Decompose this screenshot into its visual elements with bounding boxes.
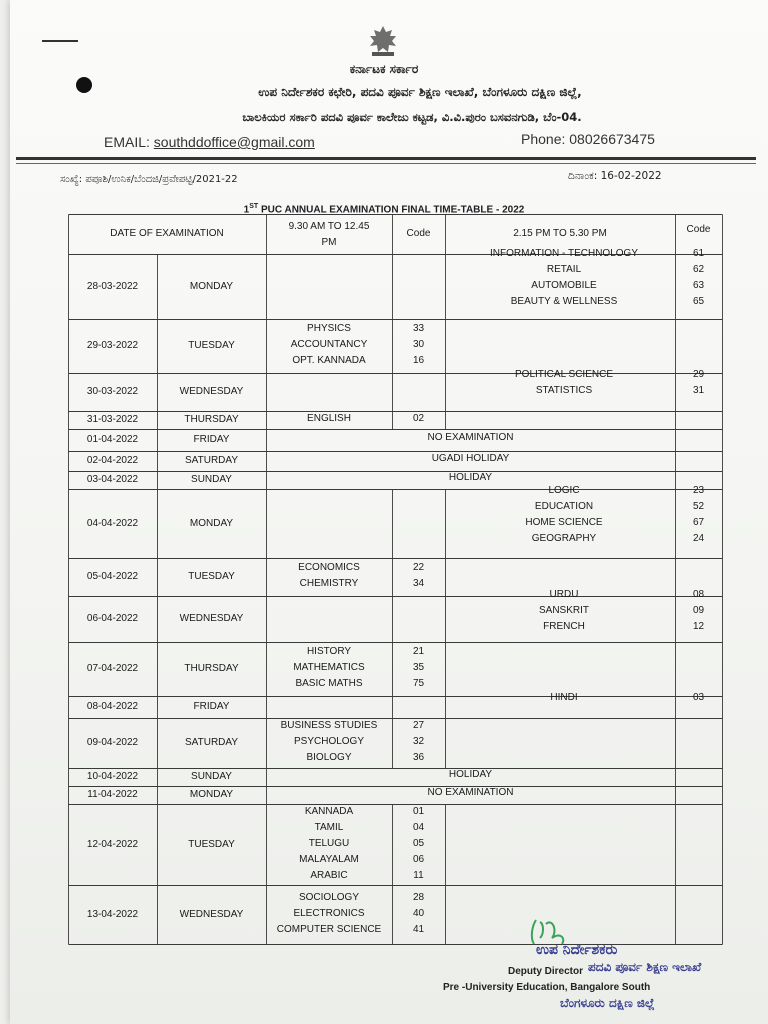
table-title: 1ST PUC ANNUAL EXAMINATION FINAL TIME-TABLE - 2022 (243, 203, 525, 216)
row-date: 01-04-2022 (86, 434, 139, 445)
am-subjects-item: TELUGU (308, 837, 350, 849)
am-codes (392, 804, 445, 884)
row-date: 09-04-2022 (86, 737, 139, 748)
pm-subjects-item: URDU (549, 589, 579, 600)
am-subjects-item: BIOLOGY (306, 752, 352, 763)
am-codes (392, 560, 445, 592)
am-subjects (266, 321, 392, 369)
pm-subjects (449, 483, 679, 547)
pm-codes-item: 62 (692, 263, 705, 275)
pm-codes-item: 23 (692, 484, 705, 496)
pm-codes (675, 246, 722, 310)
row-day: WEDNESDAY (179, 386, 244, 397)
pm-subjects-item: GEOGRAPHY (531, 532, 597, 544)
pm-codes (675, 690, 722, 706)
row-date: 28-03-2022 (86, 281, 139, 292)
row-day: SATURDAY (185, 737, 238, 748)
am-codes-item: 40 (412, 907, 425, 919)
timetable (68, 214, 722, 936)
state-emblem-icon (362, 24, 404, 58)
stamp-line-1: ಉಪ ನಿರ್ದೇಶಕರು (536, 942, 618, 958)
header-code-am: Code (406, 228, 431, 239)
row-day: SATURDAY (185, 455, 238, 466)
am-subjects-item: TAMIL (314, 821, 344, 833)
am-codes-item: 36 (412, 752, 425, 763)
row-day: MONDAY (189, 518, 234, 529)
pm-subjects-item: POLITICAL SCIENCE (515, 369, 613, 380)
pm-subjects (449, 367, 679, 399)
am-subjects-item: BASIC MATHS (295, 678, 363, 689)
row-date: 11-04-2022 (87, 789, 138, 800)
row-day: SUNDAY (191, 474, 232, 485)
row-note: NO EXAMINATION (427, 787, 514, 798)
row-day: TUESDAY (188, 340, 235, 351)
signatory-title: Deputy Director (508, 966, 584, 977)
pm-subjects-item: EDUCATION (534, 500, 594, 512)
stamp-line-3: ಬೆಂಗಳೂರು ದಕ್ಷಿಣ ಜಿಲ್ಲೆ (560, 996, 655, 1010)
pm-subjects-item: SANSKRIT (538, 605, 589, 616)
row-date: 05-04-2022 (86, 571, 139, 582)
pm-codes-item: 09 (692, 605, 705, 616)
pm-subjects (449, 690, 679, 706)
am-codes-item: 11 (413, 869, 424, 881)
signatory-dept: Pre -University Education, Bangalore South (443, 982, 651, 993)
row-date: 12-04-2022 (86, 839, 139, 850)
pm-subjects-item: HINDI (550, 692, 578, 703)
am-codes-item: 32 (412, 736, 425, 747)
am-subjects-item: MALAYALAM (299, 853, 359, 865)
am-subjects-item: COMPUTER SCIENCE (276, 923, 382, 935)
am-codes-item: 35 (412, 662, 425, 673)
pm-codes-item: 61 (692, 247, 705, 259)
am-subjects-item: ENGLISH (307, 413, 351, 424)
pm-subjects-item: HOME SCIENCE (525, 516, 603, 528)
row-note: HOLIDAY (448, 472, 493, 483)
pm-subjects-item: BEAUTY & WELLNESS (510, 295, 618, 307)
row-day: THURSDAY (184, 414, 239, 425)
am-codes-item: 21 (412, 646, 425, 657)
am-codes-item: 41 (412, 923, 425, 935)
row-date: 03-04-2022 (86, 474, 139, 485)
am-subjects (266, 718, 392, 766)
pm-codes-item: 31 (692, 385, 705, 396)
pm-codes-item: 63 (692, 279, 705, 291)
row-date: 31-03-2022 (86, 414, 139, 425)
row-day: TUESDAY (188, 571, 235, 582)
am-codes-item: 04 (412, 821, 425, 833)
header-date: DATE OF EXAMINATION (110, 228, 224, 239)
row-date: 08-04-2022 (86, 701, 139, 712)
am-codes (392, 411, 445, 427)
row-day: MONDAY (189, 281, 234, 292)
am-subjects-item: ELECTRONICS (293, 907, 365, 919)
row-date: 10-04-2022 (86, 771, 139, 782)
email-link[interactable]: southddoffice@gmail.com (153, 134, 315, 150)
am-subjects-item: HISTORY (306, 646, 352, 657)
pm-subjects-item: AUTOMOBILE (531, 279, 597, 291)
am-codes-item: 16 (412, 355, 425, 366)
pm-codes-item: 03 (692, 692, 705, 703)
pm-codes-item: 65 (692, 295, 705, 307)
am-subjects (266, 411, 392, 427)
pm-subjects-item: FRENCH (543, 621, 585, 632)
row-date: 30-03-2022 (86, 386, 139, 397)
am-subjects-item: MATHEMATICS (293, 662, 365, 673)
am-subjects-item: ARABIC (310, 869, 348, 881)
row-note: HOLIDAY (448, 769, 493, 780)
pm-codes-item: 52 (692, 500, 705, 512)
pm-codes-item: 24 (692, 532, 705, 544)
row-note: UGADI HOLIDAY (431, 453, 510, 464)
am-subjects (266, 560, 392, 592)
am-codes-item: 27 (412, 720, 425, 731)
am-codes-item: 34 (412, 578, 425, 589)
am-codes (392, 644, 445, 692)
row-date: 06-04-2022 (86, 613, 139, 624)
pm-subjects-item: INFORMATION - TECHNOLOGY (490, 247, 638, 259)
office-address: ಬಾಲಕಿಯರ ಸರ್ಕಾರಿ ಪದವಿ ಪೂರ್ವ ಕಾಲೇಜು ಕಟ್ಟಡ, ವಿ.ವಿ.ಪುರಂ ಬಸವನಗುಡಿ, ಬೆಂ-04. (242, 110, 582, 124)
am-codes (392, 321, 445, 369)
am-subjects-item: KANNADA (304, 805, 354, 817)
am-subjects-item: ACCOUNTANCY (290, 339, 368, 350)
row-date: 04-04-2022 (86, 518, 139, 529)
am-subjects-item: CHEMISTRY (299, 578, 359, 589)
pm-subjects (449, 246, 679, 310)
am-codes (392, 718, 445, 766)
pm-subjects (449, 587, 679, 635)
row-day: SUNDAY (191, 771, 232, 782)
row-day: WEDNESDAY (179, 613, 244, 624)
stamp-line-2: ಪದವಿ ಪೂರ್ವ ಶಿಕ್ಷಣ ಇಲಾಖೆ (588, 960, 702, 974)
phone-number: Phone: 08026673475 (521, 131, 655, 147)
row-day: FRIDAY (193, 701, 230, 712)
pm-codes (675, 483, 722, 547)
pm-codes-item: 12 (692, 621, 705, 632)
am-codes-item: 22 (412, 562, 425, 573)
row-day: FRIDAY (193, 434, 230, 445)
pm-subjects-item: LOGIC (548, 484, 580, 496)
am-codes-item: 30 (412, 339, 425, 350)
row-day: MONDAY (189, 789, 234, 800)
am-subjects (266, 644, 392, 692)
am-codes-item: 06 (412, 853, 425, 865)
row-date: 13-04-2022 (86, 909, 139, 920)
pm-codes-item: 08 (692, 589, 705, 600)
am-codes-item: 02 (412, 413, 425, 424)
am-subjects (266, 804, 392, 884)
row-date: 07-04-2022 (86, 663, 139, 674)
pm-codes-item: 67 (692, 516, 705, 528)
am-subjects-item: BUSINESS STUDIES (280, 720, 378, 731)
row-date: 29-03-2022 (86, 340, 139, 351)
am-subjects-item: ECONOMICS (298, 562, 360, 573)
header-afternoon: 2.15 PM TO 5.30 PM (513, 228, 607, 239)
staple-mark (42, 40, 78, 42)
row-day: WEDNESDAY (179, 909, 244, 920)
am-codes (392, 890, 445, 938)
header-morning: 9.30 AM TO 12.45 PM (288, 221, 370, 248)
row-note: NO EXAMINATION (427, 432, 514, 443)
header-code-pm: Code (686, 224, 711, 235)
am-subjects-item: SOCIOLOGY (298, 891, 359, 903)
am-subjects (266, 890, 392, 938)
row-date: 02-04-2022 (86, 455, 139, 466)
header-rule-thin (16, 163, 756, 164)
am-codes-item: 33 (412, 323, 425, 334)
document-date: ದಿನಾಂಕ: 16-02-2022 (568, 170, 662, 182)
am-subjects-item: PHYSICS (307, 323, 351, 334)
am-subjects-item: PSYCHOLOGY (293, 736, 365, 747)
am-codes-item: 05 (412, 837, 425, 849)
pm-codes-item: 29 (692, 369, 705, 380)
row-day: THURSDAY (184, 663, 239, 674)
email-row (104, 134, 315, 150)
am-subjects-item: OPT. KANNADA (292, 355, 366, 366)
pm-subjects-item: STATISTICS (535, 385, 593, 396)
reference-number: ಸಂಖ್ಯೆ: ಪಪೂಶಿ/ಉನಿಕ/ಬೆಂದಜಿ/ಪ್ರವೇಪಟ್ಟಿ/2021-22 (60, 174, 238, 185)
header-rule (16, 157, 756, 160)
pm-codes (675, 587, 722, 635)
am-codes-item: 75 (412, 678, 425, 689)
pm-subjects-item: RETAIL (546, 263, 582, 275)
am-codes-item: 01 (412, 805, 425, 817)
email-label: EMAIL: (104, 134, 150, 150)
am-codes-item: 28 (412, 891, 425, 903)
pm-codes (675, 367, 722, 399)
office-heading: ಉಪ ನಿರ್ದೇಶಕರ ಕಛೇರಿ, ಪದವಿ ಪೂರ್ವ ಶಿಕ್ಷಣ ಇಲಾಖೆ, ಬೆಂಗಳೂರು ದಕ್ಷಿಣ ಜಿಲ್ಲೆ, (258, 85, 582, 99)
govt-heading: ಕರ್ನಾಟಕ ಸರ್ಕಾರ (349, 62, 419, 76)
row-day: TUESDAY (188, 839, 235, 850)
signature-scribble (532, 920, 563, 944)
